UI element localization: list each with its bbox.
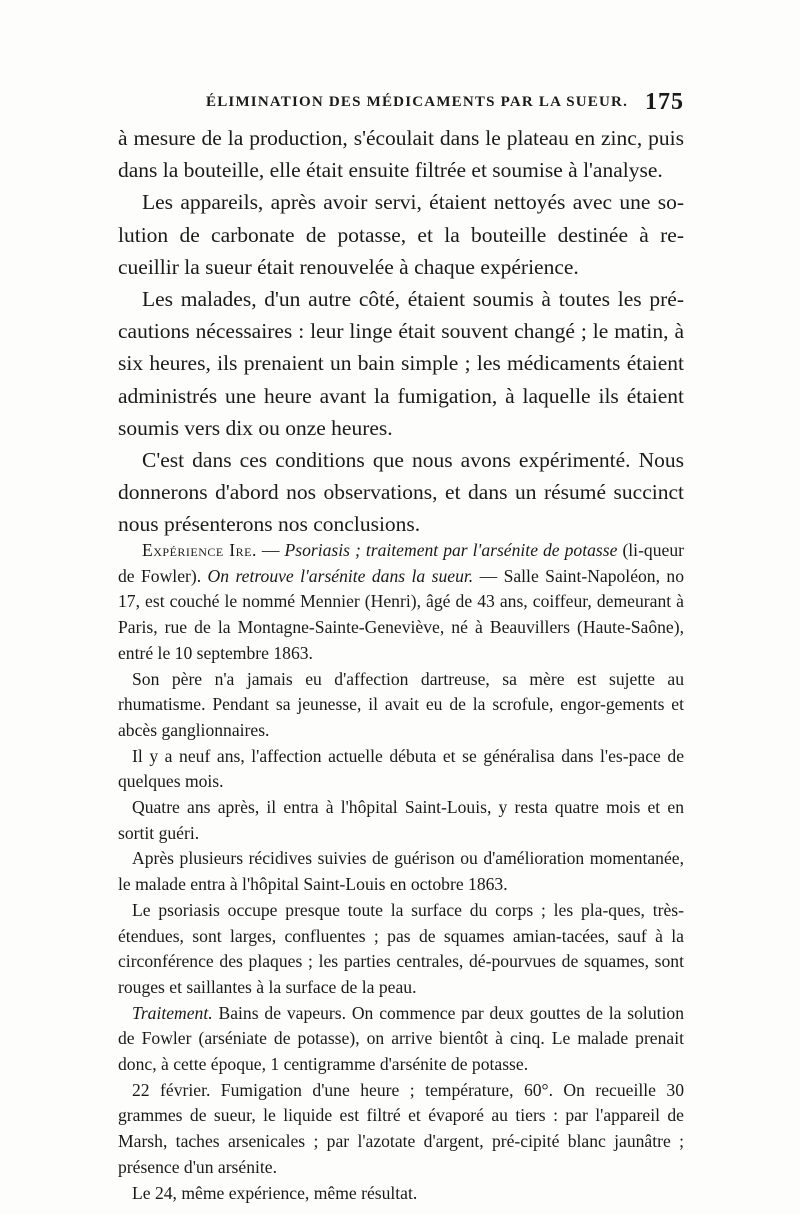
- paragraph: Quatre ans après, il entra à l'hôpital Saint-Louis, y resta quatre mois et en sortit guéri.: [118, 797, 684, 843]
- paragraph: Le 24, même expérience, même résultat.: [132, 1182, 418, 1203]
- running-title: ÉLIMINATION DES MÉDICAMENTS PAR LA SUEUR.: [206, 94, 629, 110]
- paragraph: Il y a neuf ans, l'affection actuelle débuta et se généralisa dans l'es-pace de quelques mois.: [118, 745, 684, 792]
- paragraph: Après plusieurs récidives suivies de guérison ou d'amélioration momentanée, le malade entra à l'hôpital Saint-Louis en octobre 1863.: [118, 848, 684, 895]
- main-text: [118, 122, 684, 541]
- page-header: [118, 89, 684, 116]
- paragraph: Son père n'a jamais eu d'affection dartreuse, sa mère est sujette au rhumatisme. Pendant sa jeunesse, il avait eu de la scrofule, engor-gements et abcès ganglionnaires.: [118, 668, 684, 740]
- intro-rest: (li-queur de Fowler).: [118, 540, 684, 586]
- observation-intro: [118, 538, 684, 667]
- paragraph: [118, 1001, 684, 1078]
- paragraph: Les malades, d'un autre côté, étaient soumis à toutes les pré-cautions nécessaires : leur linge était souvent changé ; le matin, à six heures, ils prenaient un bain simple ; les médicaments étaient administrés une heure avant la fumigation, à laquelle ils étaient soumis vers dix ou onze heures.: [118, 287, 684, 440]
- experiment-title: Psoriasis ; traitement par l'arsénite de potasse: [284, 540, 618, 560]
- patient-details: — Salle Saint-Napoléon, no 17, est couché le nommé Mennier (Henri), âgé de 43 ans, coiffeur, demeurant à Paris, rue de la Montagne-Sainte-Geneviève, né à Beauvillers (Haute-Saône), entré le 10 septembre 1863.: [118, 565, 684, 663]
- treatment-text: Bains de vapeurs. On commence par deux gouttes de la solution de Fowler (arséniate de potasse), on arrive bientôt à cinq. Le malade prenait donc, à cette époque, 1 centigramme d'arsénite de potasse.: [118, 1002, 684, 1075]
- dash: —: [256, 540, 285, 560]
- paragraph: Les appareils, après avoir servi, étaient nettoyés avec une so-lution de carbonate de potasse, et la bouteille destinée à re-cueillir la sueur était renouvelée à chaque expérience.: [118, 190, 684, 279]
- paragraph: à mesure de la production, s'écoulait dans le plateau en zinc, puis dans la bouteille, elle était ensuite filtrée et soumise à l'analyse.: [118, 126, 684, 183]
- page-number: 175: [645, 89, 684, 115]
- observation-section: [118, 538, 684, 1206]
- paragraph: Le psoriasis occupe presque toute la surface du corps ; les pla-ques, très-étendues, sont larges, confluentes ; pas de squames amian-tacées, sauf à la circonférence des plaques ; les parties centrales, dé-pourvues de squames, sont rouges et saillantes à la surface de la peau.: [118, 899, 684, 997]
- treatment-label: Traitement.: [132, 1002, 213, 1023]
- paragraph: 22 février. Fumigation d'une heure ; température, 60°. On recueille 30 grammes de sueur, le liquide est filtré et évaporé au tiers : par l'appareil de Marsh, taches arsenicales ; par l'azotate d'argent, pré-cipité blanc jaunâtre ; présence d'un arsénite.: [118, 1079, 684, 1177]
- experiment-label: Expérience Ire.: [142, 540, 257, 560]
- experiment-finding: On retrouve l'arsénite dans la sueur.: [207, 565, 474, 586]
- paragraph: C'est dans ces conditions que nous avons expérimenté. Nous donnerons d'abord nos observations, et dans un résumé succinct nous présenterons nos conclusions.: [118, 448, 684, 537]
